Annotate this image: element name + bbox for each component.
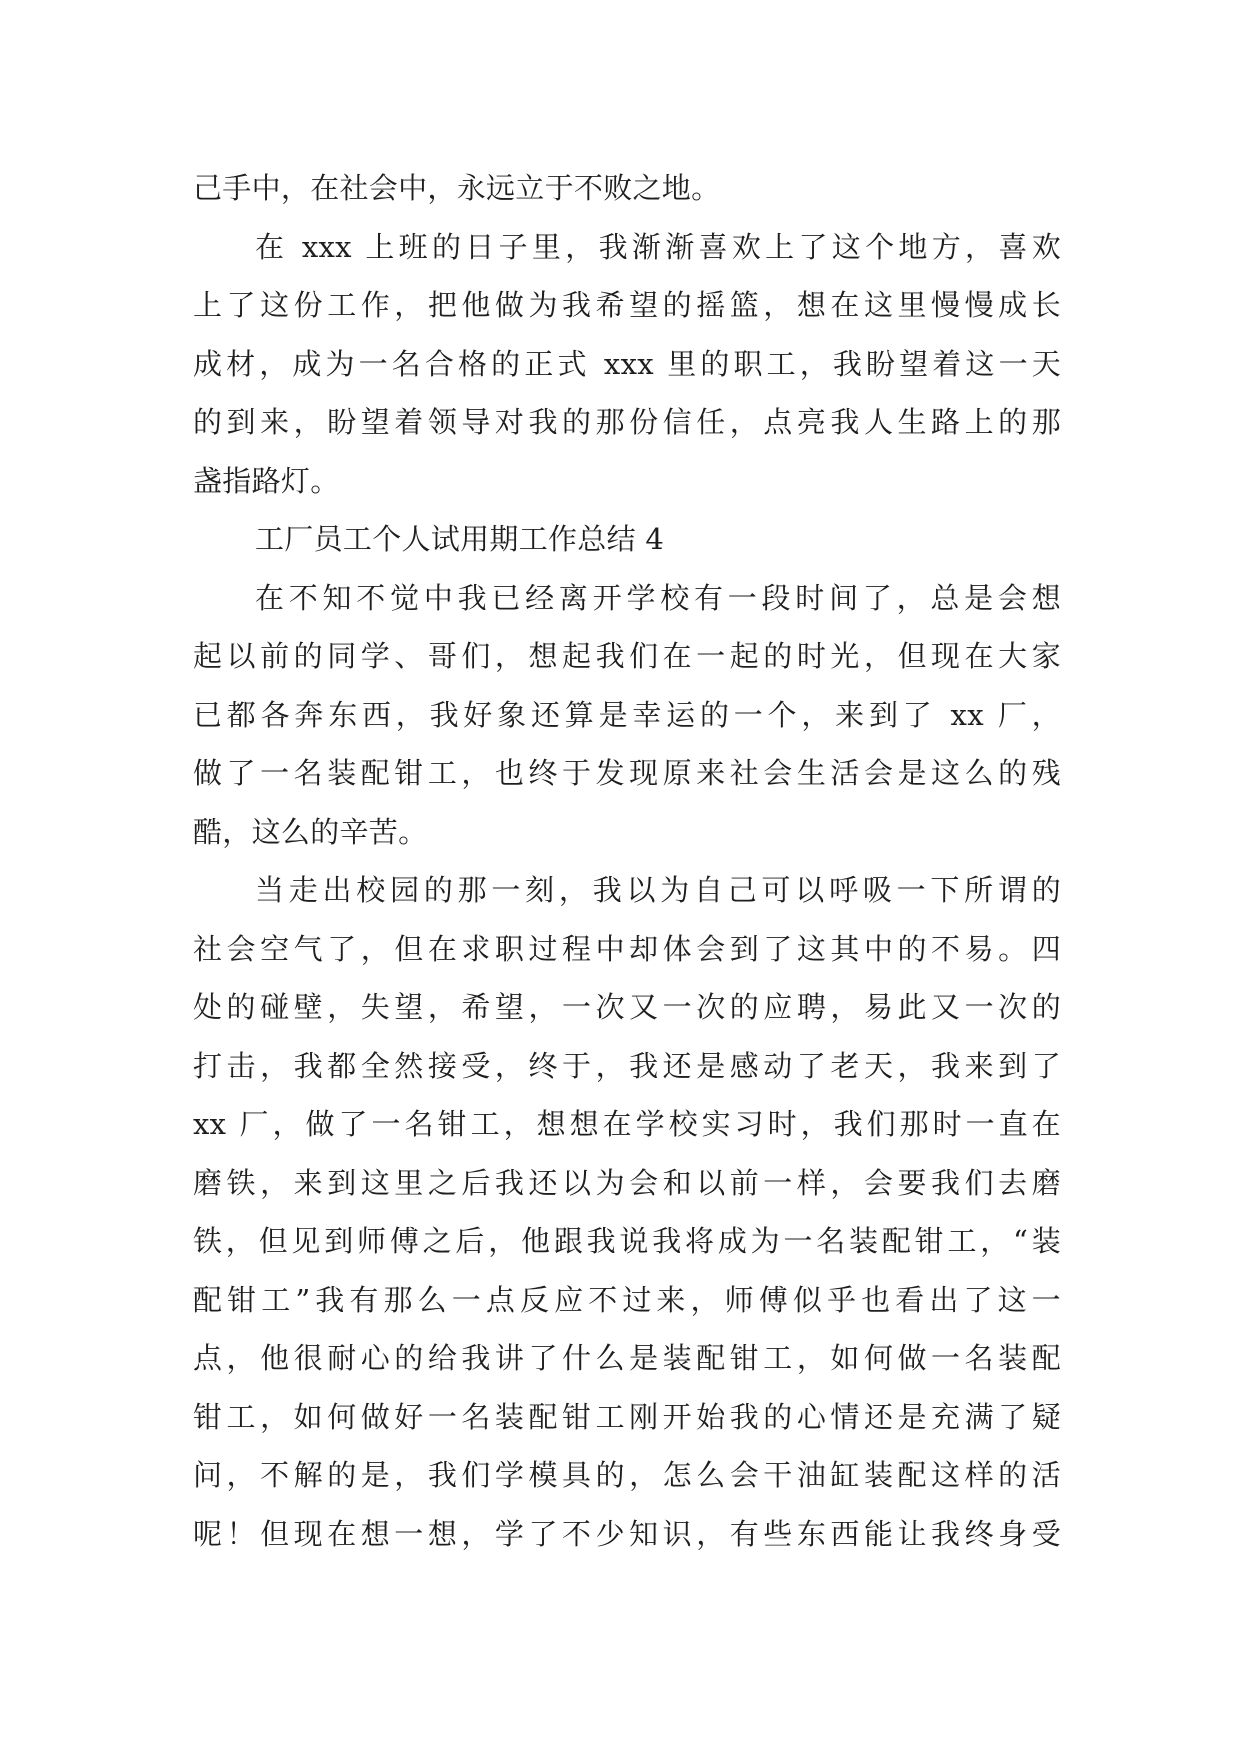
text-line: 己手中，在社会中，永远立于不败之地。	[193, 171, 721, 205]
text-line: 工厂员工个人试用期工作总结 4	[255, 522, 665, 556]
text-line: 处的碰壁，失望，希望，一次又一次的应聘，易此又一次的	[193, 990, 1061, 1024]
text-line: 社会空气了，但在求职过程中却体会到了这其中的不易。四	[193, 931, 1061, 966]
text-line: 磨铁，来到这里之后我还以为会和以前一样，会要我们去磨	[193, 1165, 1061, 1200]
text-line: 酷，这么的辛苦。	[193, 814, 428, 849]
text-line: 打击，我都全然接受，终于，我还是感动了老天，我来到了	[193, 1048, 1061, 1083]
text-line: 点，他很耐心的给我讲了什么是装配钳工，如何做一名装配	[193, 1341, 1061, 1375]
text-line: 上了这份工作，把他做为我希望的摇篮，想在这里慢慢成长	[193, 288, 1061, 322]
document-body	[193, 159, 1061, 1563]
text-line: 铁，但见到师傅之后，他跟我说我将成为一名装配钳工，“装	[193, 1224, 1061, 1258]
text-line: 的到来，盼望着领导对我的那份信任，点亮我人生路上的那	[193, 405, 1061, 439]
text-line: 盏指路灯。	[193, 463, 340, 498]
text-line: 在不知不觉中我已经离开学校有一段时间了，总是会想	[255, 580, 1061, 615]
text-line: 在 xxx 上班的日子里，我渐渐喜欢上了这个地方，喜欢	[255, 229, 1061, 264]
text-line: xx 厂，做了一名钳工，想想在学校实习时，我们那时一直在	[193, 1107, 1061, 1141]
text-line: 成材，成为一名合格的正式 xxx 里的职工，我盼望着这一天	[193, 346, 1061, 381]
text-line: 钳工，如何做好一名装配钳工刚开始我的心情还是充满了疑	[193, 1399, 1061, 1434]
text-line: 当走出校园的那一刻，我以为自己可以呼吸一下所谓的	[255, 873, 1061, 907]
text-line: 做了一名装配钳工，也终于发现原来社会生活会是这么的残	[193, 756, 1061, 790]
text-line: 已都各奔东西，我好象还算是幸运的一个，来到了 xx 厂，	[193, 697, 1061, 732]
text-line: 呢！但现在想一想，学了不少知识，有些东西能让我终身受	[193, 1516, 1061, 1551]
text-line: 配钳工”我有那么一点反应不过来，师傅似乎也看出了这一	[193, 1282, 1061, 1317]
text-line: 问，不解的是，我们学模具的，怎么会干油缸装配这样的活	[193, 1458, 1061, 1492]
text-line: 起以前的同学、哥们，想起我们在一起的时光，但现在大家	[193, 639, 1061, 673]
